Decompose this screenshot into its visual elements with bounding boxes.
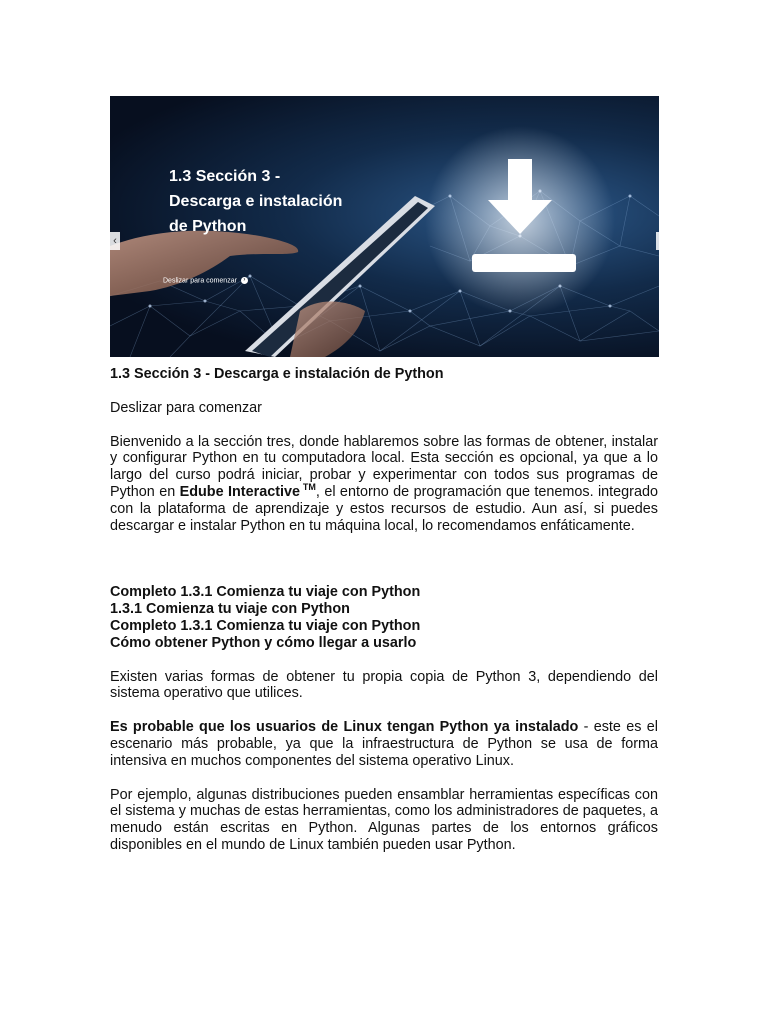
paragraph-example: Por ejemplo, algunas distribuciones pueden ensamblar herramientas específicas con el sistema y muchas de estas herramientas, como los administradores de paquetes, a menudo están escritas en Python. Algunas partes de los entornos gráficos disponibles en el mundo de Linux también pueden usar Python. xyxy=(110,786,658,853)
slide-hint: Deslizar para comenzar xyxy=(110,399,262,416)
linux-text: - este es el escenario más probable, ya que la infraestructura de Python se usa de forma intensiva en muchos componentes del sistema operativo Linux. xyxy=(110,719,658,769)
subsection-heading: Cómo obtener Python y cómo llegar a usarlo xyxy=(110,634,417,651)
slide-start-label: Deslizar para comenzar xyxy=(163,277,237,285)
edube-interactive-name: Edube Interactive xyxy=(179,483,300,500)
intro-text: Bienvenido a la sección tres, donde hablaremos sobre las formas de obtener, instalar y configurar Python en tu computadora local. Esta sección es opcional, ya que a lo largo del curso podrá iniciar, probar y experimentar con todos sus programas de Python en xyxy=(110,433,658,500)
subsection-heading: Completo 1.3.1 Comienza tu viaje con Python xyxy=(110,584,421,601)
trademark-mark: TM xyxy=(302,482,316,493)
banner-title-line: de Python xyxy=(169,218,247,235)
section-heading: 1.3 Sección 3 - Descarga e instalación de Python xyxy=(110,366,444,382)
subsection-heading: 1.3.1 Comienza tu viaje con Python xyxy=(110,601,350,618)
intro-text-end: , el entorno de programación que tenemos. integrado con la plataforma de aprendizaje y estos recursos de estudio. Aun así, si puedes descargar e instalar Python en tu máquina local, lo recomendamos enfáticamente. xyxy=(110,483,658,534)
slide-start-button[interactable] xyxy=(163,277,248,284)
subsection-heading: Completo 1.3.1 Comienza tu viaje con Python xyxy=(110,617,421,634)
hand-image xyxy=(110,231,298,296)
paragraph-linux xyxy=(110,719,658,769)
paragraph-ways: Existen varias formas de obtener tu propia copia de Python 3, dependiendo del sistema operativo que utilices. xyxy=(110,668,658,702)
intro-paragraph xyxy=(110,434,658,535)
banner-title-line: 1.3 Sección 3 - xyxy=(169,168,281,185)
banner-title-line: Descarga e instalación xyxy=(169,193,343,210)
linux-bold-text: Es probable que los usuarios de Linux tengan Python ya instalado xyxy=(110,719,579,736)
document-body xyxy=(110,366,658,854)
banner-title xyxy=(169,164,399,239)
subsection-headings xyxy=(110,584,658,651)
carousel-next-button[interactable] xyxy=(656,232,659,250)
course-banner xyxy=(110,96,659,357)
carousel-prev-button[interactable]: ‹ xyxy=(110,232,120,250)
arrow-right-icon: › xyxy=(241,277,248,284)
